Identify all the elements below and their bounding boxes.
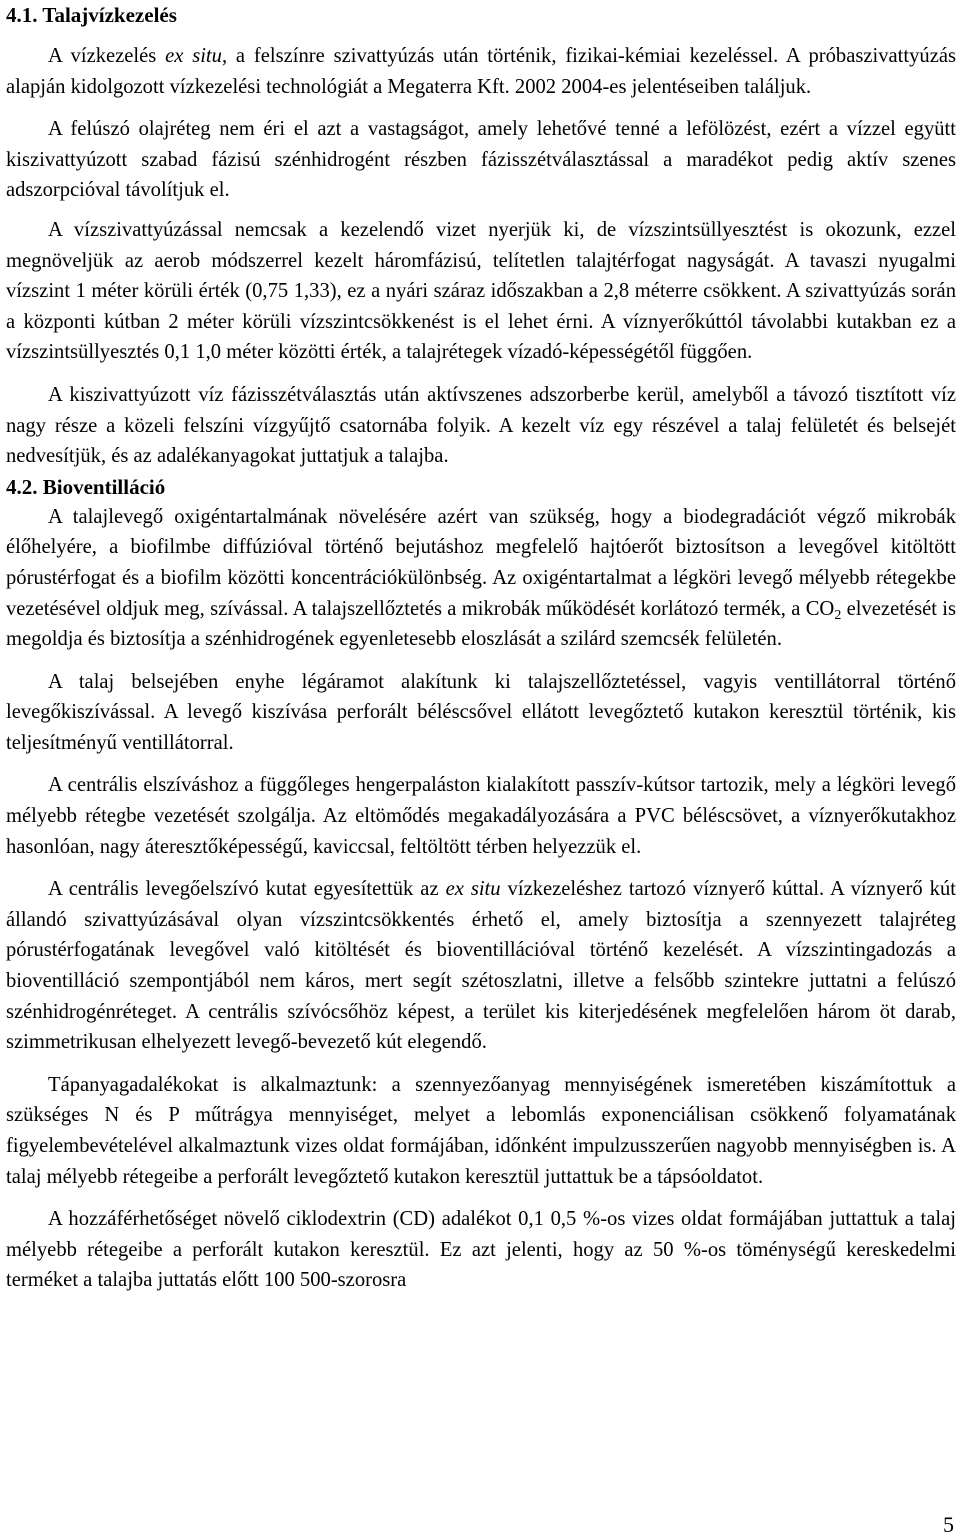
paragraph-ventilation: A talaj belsejében enyhe légáramot alakítunk ki talajszellőztetéssel, vagyis ventillátorral történő levegőkiszívással. A levegő kiszívása perforált béléscsővel ellátott levegőztető kutakon keresztül történik, kis teljesítményű ventillátorral. xyxy=(6,670,956,754)
paragraph-central-suction: A centrális elszíváshoz a függőleges hengerpaláston kialakított passzív-kútsor tartozik, mely a légköri levegő mélyebb rétegbe vezetését szolgálja. Az eltömődés megakadályozására a PVC béléscsövet, a víznyerőkutakhoz hasonlóan, nagy áteresztőképességű, kaviccsal, feltöltött térben helyezzük el. xyxy=(6,774,956,858)
italic-term: ex situ xyxy=(445,878,501,901)
paragraph-pumping: A vízszivattyúzással nemcsak a kezelendő vizet nyerjük ki, de vízszintsüllyesztést is okozunk, ezzel megnöveljük az aerob módszerrel kezelt háromfázisú, telítetlen talajtérfogat nagyságát. A tavaszi nyugalmi vízszint 1 méter körüli érték (0,75 1,33), ez a nyári száraz időszakban a 2,8 méterre csökkent. A szivattyúzás során a központi kútban 2 méter körüli vízszintcsökkenést is el lehet érni. A víznyerőkúttól távolabbi kutakban ez a vízszintsüllyesztés 0,1 1,0 méter közötti érték, a talajrétegek vízadó-képességétől függően. xyxy=(6,218,956,364)
document-page xyxy=(6,0,956,1296)
paragraph-water-treatment-intro: A vízkezelés ex situ, a felszínre szivattyúzás után történik, fizikai-kémiai kezeléssel. A próbaszivattyúzás alapján kidolgozott vízkezelési technológiát a Megaterra Kft. 2002 2004-es jelentéseiben találjuk. xyxy=(6,45,956,98)
paragraph-central-well: A centrális levegőelszívó kutat egyesítettük az ex situ vízkezeléshez tartozó víznyerő kúttal. A víznyerő kút állandó szivattyúzásával olyan vízszintcsökkentés érhető el, amely biztosítja a szennyezett talajréteg pórustérfogatának levegővel való kitöltését és bioventillációval történő kezelését. A vízszintingadozás a bioventilláció szempontjából nem káros, mert segít szétoszlatni, illetve a felsőbb szintekre juttatni a felúszó szénhidrogénréteget. A centrális szívócsőhöz képest, a terület kis kiterjedésének megfelelően három öt darab, szimmetrikusan elhelyezett levegő-bevezető kút elegendő. xyxy=(6,878,956,1054)
paragraph-cyclodextrin: A hozzáférhetőséget növelő ciklodextrin (CD) adalékot 0,1 0,5 %-os vizes oldat formájában juttattuk a talaj mélyebb rétegeibe a perforált kutakon keresztül. Ez azt jelenti, hogy az 50 %-os töménységű kereskedelmi terméket a talajba juttatás előtt 100 500-szorosra xyxy=(6,1208,956,1292)
paragraph-adsorber: A kiszivattyúzott víz fázisszétválasztás után aktívszenes adszorberbe kerül, amelyből a távozó tisztított víz nagy része a közeli felszíni vízgyűjtő csatornába folyik. A kezelt víz egy részével a talaj felületét és belsejét nedvesítjük, és az adalékanyagokat juttatjuk a talajba. xyxy=(6,383,956,468)
paragraph-oxygen: A talajlevegő oxigéntartalmának növelésére azért van szükség, hogy a biodegradációt végző mikrobák élőhelyére, a biofilmbe diffúzióval történő bejutáshoz megfelelő hajtóerőt biztosítson a levegővel kitöltött pórustérfogat és a biofilm közötti koncentrációkülönbség. Az oxigéntartalmat a légköri levegő mélyebb rétegekbe vezetésével oldjuk meg, szívással. A talajszellőztetés a mikrobák működését korlátozó termék, a $CO_2$ elvezetését is megoldja és biztosítja a szénhidrogének egyenletesebb eloszlását a szilárd szemcsék felületén. xyxy=(6,505,956,651)
paragraph-oil-layer: A felúszó olajréteg nem éri el azt a vastagságot, amely lehetővé tenné a lefölözést, ezért a vízzel együtt kiszivattyúzott szabad fázisú szénhidrogént részben fázisszétválasztással a maradékot pedig aktív szenes adszorpcióval távolítjuk el. xyxy=(6,118,956,202)
section-title-4-1: 4.1. Talajvízkezelés xyxy=(6,3,177,27)
paragraph-nutrients: Tápanyagadalékokat is alkalmaztunk: a szennyezőanyag mennyiségének ismeretében kiszámítottuk a szükséges N és P műtrágya mennyiséget, melyet a lebomlás exponenciálisan csökkenő folyamatának figyelembevételével alkalmaztunk vizes oldat formájában, időnként impulzusszerűen nagyobb mennyiségben is. A talaj mélyebb rétegeibe a perforált levegőztető kutakon keresztül juttattuk be a tápsóoldatot. xyxy=(6,1073,956,1188)
subscript: 2 xyxy=(834,607,842,623)
italic-term: ex situ xyxy=(165,45,222,67)
page-number: 5 xyxy=(943,1512,954,1537)
section-title-4-2: 4.2. Bioventilláció xyxy=(6,474,166,499)
